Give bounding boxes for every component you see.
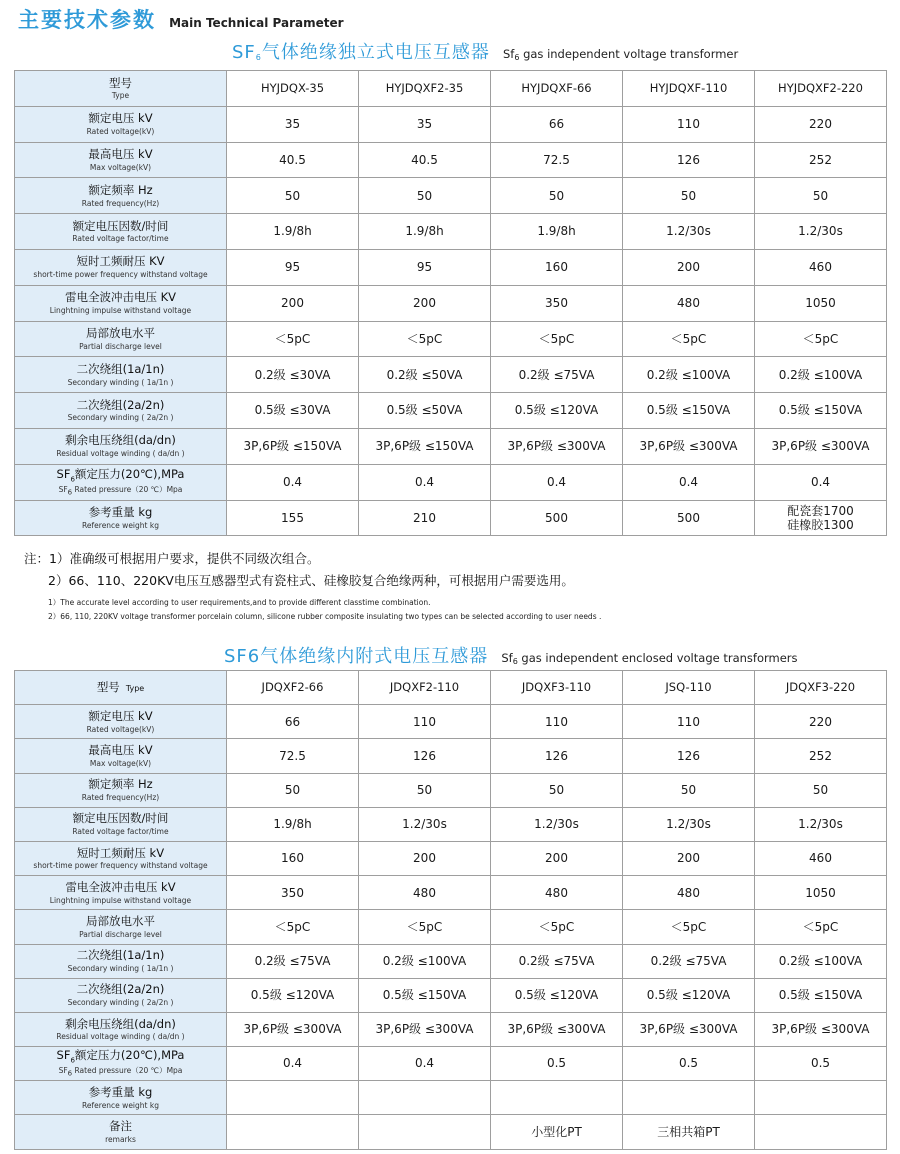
row-label-en: Rated frequency(Hz) bbox=[81, 793, 160, 803]
row-label-en: Residual voltage winding ( da/dn ) bbox=[56, 1032, 185, 1042]
row-label-en bbox=[19, 1066, 222, 1078]
row-label-en: Type bbox=[111, 91, 130, 101]
row-label-en: Reference weight kg bbox=[82, 520, 159, 530]
table-cell: 1.2/30s bbox=[623, 214, 755, 250]
page-header bbox=[18, 4, 344, 34]
table-cell: 72.5 bbox=[491, 142, 623, 178]
table-cell: 0.2级 ≤75VA bbox=[623, 944, 755, 978]
table-cell: 1.9/8h bbox=[491, 214, 623, 250]
table-row bbox=[15, 106, 887, 142]
row-label bbox=[15, 944, 227, 978]
row-label-cn-prefix: SF bbox=[56, 1048, 71, 1063]
table-cell: 350 bbox=[491, 285, 623, 321]
table-cell: 0.2级 ≤30VA bbox=[227, 357, 359, 393]
row-label-cn: 备注 bbox=[109, 1119, 132, 1134]
table-cell: 0.5 bbox=[623, 1047, 755, 1081]
table-cell: 0.4 bbox=[491, 464, 623, 500]
table-cell: 200 bbox=[623, 249, 755, 285]
row-label-en: Partial discharge level bbox=[79, 929, 162, 939]
row-label bbox=[15, 71, 227, 107]
table-cell: 252 bbox=[755, 739, 887, 773]
table-cell bbox=[227, 1081, 359, 1115]
row-label-en: Reference weight kg bbox=[82, 1100, 159, 1110]
table-cell: 110 bbox=[623, 705, 755, 739]
row-label bbox=[15, 807, 227, 841]
table-cell: 160 bbox=[491, 249, 623, 285]
table-cell: 0.4 bbox=[359, 1047, 491, 1081]
table-cell: 3P,6P级 ≤300VA bbox=[623, 428, 755, 464]
page-title-cn: 主要技术参数 bbox=[18, 8, 156, 32]
table-cell: 126 bbox=[491, 739, 623, 773]
row-label-en: Secondary winding ( 1a/1n ) bbox=[67, 963, 174, 973]
row-label-cn: 雷电全波冲击电压 kV bbox=[65, 879, 176, 894]
row-label-cn bbox=[19, 1049, 222, 1065]
table-cell: 460 bbox=[755, 841, 887, 875]
row-label-cn: 短时工频耐压 KV bbox=[76, 254, 165, 269]
row-label-en: Rated frequency(Hz) bbox=[81, 198, 160, 208]
row-label bbox=[15, 285, 227, 321]
row-label-en: Rated voltage factor/time bbox=[72, 827, 169, 837]
table-cell: 3P,6P级 ≤300VA bbox=[491, 428, 623, 464]
note-2-en: 2）66, 110, 220KV voltage transformer porcelain column, silicone rubber composite insulating two types can be selected according to user needs . bbox=[48, 612, 602, 621]
table-cell: 200 bbox=[359, 285, 491, 321]
table-cell: 0.5级 ≤150VA bbox=[755, 978, 887, 1012]
row-label-en: remarks bbox=[105, 1134, 136, 1144]
table-row bbox=[15, 671, 887, 705]
row-label-cn: 最高电压 kV bbox=[88, 147, 153, 162]
table-cell: 1.9/8h bbox=[359, 214, 491, 250]
table-cell: 1.9/8h bbox=[227, 807, 359, 841]
table-row bbox=[15, 1081, 887, 1115]
table-cell: ＜5pC bbox=[755, 910, 887, 944]
table-cell: 0.2级 ≤75VA bbox=[491, 944, 623, 978]
row-label-en: Rated voltage(kV) bbox=[86, 724, 155, 734]
table-cell bbox=[623, 1081, 755, 1115]
table-cell: 220 bbox=[755, 106, 887, 142]
table-cell: 110 bbox=[623, 106, 755, 142]
row-label-cn-text: 型号 bbox=[96, 679, 120, 694]
notes bbox=[24, 548, 884, 624]
table-row bbox=[15, 249, 887, 285]
row-label bbox=[15, 214, 227, 250]
table-cell: 0.5级 ≤120VA bbox=[491, 393, 623, 429]
row-label-cn: 参考重量 kg bbox=[88, 505, 153, 520]
table-row bbox=[15, 841, 887, 875]
table-cell: 3P,6P级 ≤300VA bbox=[491, 1012, 623, 1046]
table-cell: 0.5级 ≤150VA bbox=[623, 393, 755, 429]
table-cell: 110 bbox=[359, 705, 491, 739]
table-cell: 252 bbox=[755, 142, 887, 178]
table-cell: 0.2级 ≤100VA bbox=[755, 944, 887, 978]
table-cell: 40.5 bbox=[227, 142, 359, 178]
independent-transformer-spec-table bbox=[14, 70, 887, 536]
cell-text-line: 配瓷套1700 bbox=[787, 503, 854, 518]
table-cell: 1.2/30s bbox=[491, 807, 623, 841]
table-cell: 50 bbox=[623, 773, 755, 807]
table-cell: 0.4 bbox=[227, 464, 359, 500]
row-label-cn: 剩余电压绕组(da/dn) bbox=[65, 433, 176, 448]
table-row bbox=[15, 357, 887, 393]
row-label-en: Residual voltage winding ( da/dn ) bbox=[56, 449, 185, 459]
table-cell: 480 bbox=[359, 876, 491, 910]
row-label bbox=[15, 705, 227, 739]
table-cell: 3P,6P级 ≤300VA bbox=[755, 428, 887, 464]
row-label-en-sub: 6 bbox=[67, 1069, 73, 1078]
table-cell: 50 bbox=[359, 178, 491, 214]
table-row bbox=[15, 876, 887, 910]
table-cell: 66 bbox=[227, 705, 359, 739]
row-label bbox=[15, 773, 227, 807]
row-label-cn: 二次绕组(1a/1n) bbox=[76, 361, 165, 376]
row-label-cn bbox=[19, 681, 222, 695]
row-label bbox=[15, 876, 227, 910]
table-cell bbox=[755, 500, 887, 536]
row-label-en: Secondary winding ( 1a/1n ) bbox=[67, 377, 174, 387]
table-cell: 480 bbox=[623, 876, 755, 910]
table-cell: 3P,6P级 ≤300VA bbox=[755, 1012, 887, 1046]
table-cell: 0.5级 ≤30VA bbox=[227, 393, 359, 429]
table-cell: 35 bbox=[359, 106, 491, 142]
table-cell: JDQXF3-220 bbox=[755, 671, 887, 705]
table-cell: JDQXF2-110 bbox=[359, 671, 491, 705]
table-cell: 0.4 bbox=[755, 464, 887, 500]
table-cell: 95 bbox=[227, 249, 359, 285]
row-label-en-suffix: Rated pressure（20 ℃）Mpa bbox=[72, 484, 183, 494]
table-cell: 480 bbox=[491, 876, 623, 910]
table-cell: 3P,6P级 ≤300VA bbox=[359, 1012, 491, 1046]
row-label-en: Linghtning impulse withstand voltage bbox=[49, 306, 192, 316]
table-cell: 1.2/30s bbox=[755, 214, 887, 250]
table-cell: 500 bbox=[623, 500, 755, 536]
table-cell: 155 bbox=[227, 500, 359, 536]
row-label bbox=[15, 428, 227, 464]
row-label-cn: 剩余电压绕组(da/dn) bbox=[65, 1016, 176, 1031]
row-label bbox=[15, 1047, 227, 1081]
table-row bbox=[15, 428, 887, 464]
row-label-cn: 参考重量 kg bbox=[88, 1084, 153, 1099]
table-cell: 50 bbox=[359, 773, 491, 807]
table-cell: 126 bbox=[359, 739, 491, 773]
table-cell: JSQ-110 bbox=[623, 671, 755, 705]
table-cell bbox=[491, 1081, 623, 1115]
table-cell: 0.4 bbox=[623, 464, 755, 500]
table-cell bbox=[755, 1081, 887, 1115]
table-cell bbox=[227, 1115, 359, 1149]
row-label bbox=[15, 500, 227, 536]
table-cell: 0.4 bbox=[359, 464, 491, 500]
table-row bbox=[15, 71, 887, 107]
table-cell: ＜5pC bbox=[227, 910, 359, 944]
table-row bbox=[15, 944, 887, 978]
table-row bbox=[15, 1047, 887, 1081]
row-label bbox=[15, 249, 227, 285]
table-cell: HYJDQXF-66 bbox=[491, 71, 623, 107]
table-cell: ＜5pC bbox=[491, 910, 623, 944]
table-cell: 0.2级 ≤75VA bbox=[491, 357, 623, 393]
row-label bbox=[15, 393, 227, 429]
table-cell: ＜5pC bbox=[227, 321, 359, 357]
table-cell: 0.5 bbox=[755, 1047, 887, 1081]
row-label-cn: 额定频率 Hz bbox=[88, 777, 153, 792]
table-cell: 50 bbox=[491, 178, 623, 214]
table-cell: 110 bbox=[491, 705, 623, 739]
row-label-en: short-time power frequency withstand voltage bbox=[33, 270, 208, 280]
table-cell: 200 bbox=[623, 841, 755, 875]
row-label-cn: 短时工频耐压 kV bbox=[76, 845, 165, 860]
table-cell: 1050 bbox=[755, 285, 887, 321]
table-row bbox=[15, 321, 887, 357]
table-cell: 0.5级 ≤120VA bbox=[491, 978, 623, 1012]
row-label-cn: 局部放电水平 bbox=[86, 326, 155, 341]
row-label bbox=[15, 1012, 227, 1046]
row-label-en: Linghtning impulse withstand voltage bbox=[49, 895, 192, 905]
row-label-en: Rated voltage(kV) bbox=[86, 127, 155, 137]
table-cell: HYJDQXF2-35 bbox=[359, 71, 491, 107]
row-label-en: short-time power frequency withstand voltage bbox=[33, 861, 208, 871]
row-label-cn: 雷电全波冲击电压 KV bbox=[64, 290, 177, 305]
row-label-cn: 二次绕组(2a/2n) bbox=[76, 982, 165, 997]
table-cell: ＜5pC bbox=[491, 321, 623, 357]
row-label-cn: 二次绕组(1a/1n) bbox=[76, 948, 165, 963]
row-label-cn: 二次绕组(2a/2n) bbox=[76, 397, 165, 412]
row-label-cn: 额定频率 Hz bbox=[88, 182, 153, 197]
table-cell: 35 bbox=[227, 106, 359, 142]
row-label-cn bbox=[19, 468, 222, 484]
table-row bbox=[15, 705, 887, 739]
row-label-en: Max voltage(kV) bbox=[89, 162, 152, 172]
row-label-cn: 型号 bbox=[109, 75, 132, 90]
row-label bbox=[15, 464, 227, 500]
table-cell: 500 bbox=[491, 500, 623, 536]
table-cell: 0.5级 ≤120VA bbox=[227, 978, 359, 1012]
row-label-cn-sub: 6 bbox=[70, 1056, 75, 1065]
row-label-cn: 额定电压 kV bbox=[88, 708, 153, 723]
row-label-cn-prefix: SF bbox=[56, 466, 71, 481]
table-cell: 50 bbox=[755, 178, 887, 214]
table-cell: 50 bbox=[227, 773, 359, 807]
table-cell: 0.2级 ≤100VA bbox=[359, 944, 491, 978]
table-cell: 95 bbox=[359, 249, 491, 285]
table-row bbox=[15, 978, 887, 1012]
row-label bbox=[15, 106, 227, 142]
row-label bbox=[15, 910, 227, 944]
table-cell: HYJDQXF-110 bbox=[623, 71, 755, 107]
cell-text-line: 硅橡胶1300 bbox=[787, 517, 854, 532]
row-label-en: Partial discharge level bbox=[79, 341, 162, 351]
table-cell: 0.5 bbox=[491, 1047, 623, 1081]
row-label-cn: 额定电压 kV bbox=[88, 111, 153, 126]
row-label-cn-sub: 6 bbox=[70, 475, 75, 484]
row-label bbox=[15, 321, 227, 357]
table-row bbox=[15, 285, 887, 321]
table-cell: 1.9/8h bbox=[227, 214, 359, 250]
table-cell: ＜5pC bbox=[623, 321, 755, 357]
section1-title-cn: $SF_6$气体绝缘独立式电压互感器 bbox=[232, 42, 490, 63]
row-label-en-prefix: SF bbox=[58, 1066, 68, 1076]
table-cell: 0.5级 ≤120VA bbox=[623, 978, 755, 1012]
table-cell: HYJDQX-35 bbox=[227, 71, 359, 107]
table-row bbox=[15, 500, 887, 536]
section2-title-cn: SF6气体绝缘内附式电压互感器 bbox=[224, 646, 489, 667]
table-cell bbox=[359, 1081, 491, 1115]
table-cell: ＜5pC bbox=[755, 321, 887, 357]
note-2-cn: 2）66、110、220KV电压互感器型式有瓷柱式、硅橡胶复合绝缘两种，可根据用户需要选用。 bbox=[48, 573, 574, 588]
table-cell: 0.2级 ≤100VA bbox=[755, 357, 887, 393]
table-cell: 480 bbox=[623, 285, 755, 321]
enclosed-transformer-spec-table bbox=[14, 670, 887, 1150]
table-cell: 0.5级 ≤150VA bbox=[359, 978, 491, 1012]
row-label bbox=[15, 357, 227, 393]
table-cell: 126 bbox=[623, 142, 755, 178]
table-cell: 50 bbox=[491, 773, 623, 807]
table-cell: 0.2级 ≤100VA bbox=[623, 357, 755, 393]
table-row bbox=[15, 739, 887, 773]
section2-title bbox=[224, 642, 798, 668]
table-cell: 3P,6P级 ≤150VA bbox=[227, 428, 359, 464]
table-row bbox=[15, 807, 887, 841]
table-cell: ＜5pC bbox=[359, 910, 491, 944]
page-title-en: Main Technical Parameter bbox=[169, 16, 344, 30]
row-label-cn: 局部放电水平 bbox=[86, 914, 155, 928]
row-label bbox=[15, 178, 227, 214]
row-label-cn: 额定电压因数/时间 bbox=[72, 218, 169, 233]
row-label-en: Rated voltage factor/time bbox=[72, 234, 169, 244]
row-label-en bbox=[19, 485, 222, 497]
row-label-en: Type bbox=[125, 683, 145, 693]
section1-title bbox=[232, 38, 738, 64]
row-label-en-sub: 6 bbox=[67, 488, 73, 497]
section1-title-en: $Sf_6$ gas independent voltage transformer bbox=[502, 47, 739, 62]
table-cell: ＜5pC bbox=[623, 910, 755, 944]
table-cell bbox=[755, 1115, 887, 1149]
note-1-cn: 注：1）准确级可根据用户要求，提供不同级次组合。 bbox=[24, 551, 320, 566]
table-cell: 0.5级 ≤150VA bbox=[755, 393, 887, 429]
table-row bbox=[15, 142, 887, 178]
table-cell: 3P,6P级 ≤150VA bbox=[359, 428, 491, 464]
row-label bbox=[15, 739, 227, 773]
table-cell: 200 bbox=[227, 285, 359, 321]
row-label bbox=[15, 978, 227, 1012]
table-cell: 460 bbox=[755, 249, 887, 285]
table-cell: 0.2级 ≤50VA bbox=[359, 357, 491, 393]
table-row bbox=[15, 773, 887, 807]
table-cell: 0.4 bbox=[227, 1047, 359, 1081]
row-label-en: Max voltage(kV) bbox=[89, 758, 152, 768]
row-label-cn-suffix: 额定压力(20℃),MPa bbox=[74, 1048, 185, 1063]
row-label bbox=[15, 671, 227, 705]
table-cell bbox=[359, 1115, 491, 1149]
table-cell: 0.2级 ≤75VA bbox=[227, 944, 359, 978]
table-cell: JDQXF2-66 bbox=[227, 671, 359, 705]
table-cell: 3P,6P级 ≤300VA bbox=[227, 1012, 359, 1046]
table-row bbox=[15, 1012, 887, 1046]
table-row bbox=[15, 393, 887, 429]
table-cell: ＜5pC bbox=[359, 321, 491, 357]
row-label bbox=[15, 1081, 227, 1115]
table-cell: 1.2/30s bbox=[755, 807, 887, 841]
row-label bbox=[15, 841, 227, 875]
row-label-en: Secondary winding ( 2a/2n ) bbox=[67, 998, 174, 1008]
table-cell: 50 bbox=[623, 178, 755, 214]
table-cell: 126 bbox=[623, 739, 755, 773]
table-cell: 3P,6P级 ≤300VA bbox=[623, 1012, 755, 1046]
row-label bbox=[15, 1115, 227, 1149]
table-cell: 小型化PT bbox=[491, 1115, 623, 1149]
table-cell: 220 bbox=[755, 705, 887, 739]
table-cell: 1050 bbox=[755, 876, 887, 910]
table-row bbox=[15, 178, 887, 214]
row-label-cn: 额定电压因数/时间 bbox=[72, 811, 169, 826]
table-row bbox=[15, 1115, 887, 1149]
section2-title-en: $Sf_6$ gas independent enclosed voltage transformers bbox=[501, 651, 798, 666]
row-label-cn-suffix: 额定压力(20℃),MPa bbox=[74, 466, 185, 481]
table-cell: 200 bbox=[491, 841, 623, 875]
table-cell: 160 bbox=[227, 841, 359, 875]
table-cell: 50 bbox=[755, 773, 887, 807]
table-cell: 210 bbox=[359, 500, 491, 536]
table-row bbox=[15, 464, 887, 500]
table-cell: 三相共箱PT bbox=[623, 1115, 755, 1149]
table-row bbox=[15, 214, 887, 250]
table-cell: 350 bbox=[227, 876, 359, 910]
table-cell: JDQXF3-110 bbox=[491, 671, 623, 705]
row-label-en-suffix: Rated pressure（20 ℃）Mpa bbox=[72, 1066, 183, 1076]
table-cell: 66 bbox=[491, 106, 623, 142]
table-row bbox=[15, 910, 887, 944]
table-cell: 40.5 bbox=[359, 142, 491, 178]
row-label-en-prefix: SF bbox=[58, 484, 68, 494]
table-cell: 50 bbox=[227, 178, 359, 214]
table-cell: 0.5级 ≤50VA bbox=[359, 393, 491, 429]
table-cell: 1.2/30s bbox=[359, 807, 491, 841]
note-1-en: 1）The accurate level according to user requirements,and to provide different classtime combination. bbox=[48, 598, 431, 607]
table-cell: 72.5 bbox=[227, 739, 359, 773]
row-label-cn: 最高电压 kV bbox=[88, 743, 153, 758]
row-label bbox=[15, 142, 227, 178]
table-cell: HYJDQXF2-220 bbox=[755, 71, 887, 107]
table-cell: 200 bbox=[359, 841, 491, 875]
table-cell: 1.2/30s bbox=[623, 807, 755, 841]
row-label-en: Secondary winding ( 2a/2n ) bbox=[67, 413, 174, 423]
